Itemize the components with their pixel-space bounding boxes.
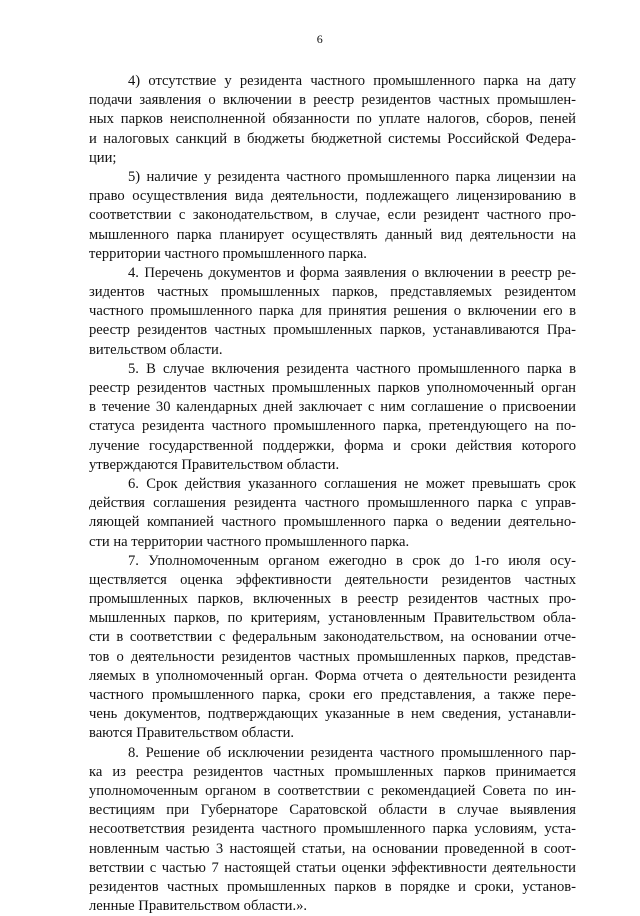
text-line: 7. Уполномоченным органом ежегодно в срок до 1-го июля осу- — [128, 552, 576, 569]
text-line: уполномоченным органом в соответствии с рекомендацией Совета по ин- — [89, 782, 576, 799]
text-line: реестр резидентов частных промышленных парков уполномоченный орган — [89, 380, 576, 396]
text-line: действия соглашения резидента частного промышленного парка с управ- — [89, 495, 576, 512]
text-line: 4. Перечень документов и форма заявления о включении в реестр ре- — [128, 264, 576, 281]
text-line: сти в соответствии с федеральным законодательством, на основании отче- — [89, 629, 576, 646]
text-line: ленные Правительством области.». — [89, 898, 308, 915]
text-line: 5. В случае включения резидента частного промышленного парка в — [128, 360, 576, 377]
text-line: ляющей компанией частного промышленного парка о ведении деятельно- — [89, 514, 576, 531]
text-line: статуса резидента частного промышленного парка, претендующего на по- — [89, 418, 576, 435]
text-line: чень документов, подтверждающих указанные в нем сведения, устанавли- — [89, 706, 576, 723]
text-line: ветствии с частью 7 настоящей статьи оценки эффективности деятельности — [89, 859, 576, 876]
text-line: 6. Срок действия указанного соглашения не может превышать срок — [128, 475, 576, 492]
text-line: 4) отсутствие у резидента частного промышленного парка на дату — [128, 73, 576, 89]
text-line: мышленных парков, по критериям, установленным Правительством обла- — [89, 610, 576, 627]
text-line: утверждаются Правительством области. — [89, 456, 340, 473]
text-line: право осуществления вида деятельности, подлежащего лицензированию в — [89, 188, 576, 205]
text-line: соответствии с законодательством, в случае, если резидент частного про- — [89, 207, 576, 224]
text-line: ка из реестра резидентов частных промышленных парков принимается — [89, 763, 576, 780]
text-line: новленным частью 3 настоящей статьи, на основании проведенной в соот- — [89, 840, 576, 857]
text-line: сти на территории частного промышленного парка. — [89, 533, 410, 550]
text-line: ции; — [89, 149, 117, 166]
text-line: и налоговых санкций в бюджеты бюджетной системы Российской Федера- — [89, 130, 576, 147]
text-line: мышленного парка планирует осуществлять данный вид деятельности на — [89, 226, 576, 243]
text-line: лучение государственной поддержки, форма и сроки действия которого — [89, 437, 576, 454]
text-line: несоответствия резидента частного промышленного парка условиям, уста- — [89, 821, 576, 838]
text-line: резидентов частных промышленных парков в порядке и сроки, установ- — [89, 878, 576, 895]
text-line: реестр резидентов частных промышленных парков, устанавливаются Пра- — [89, 322, 576, 339]
text-line: зидентов частных промышленных парков, представляемых резидентом — [89, 284, 576, 301]
text-line: частного промышленного парка, сроки его представления, а также пере- — [89, 687, 576, 703]
text-line: тов о деятельности резидентов частных промышленных парков, представ- — [89, 648, 576, 665]
text-line: ществляется оценка эффективности деятельности резидентов частных — [89, 571, 576, 588]
document-body — [89, 72, 576, 916]
text-line: вительством области. — [89, 341, 223, 358]
text-line: подачи заявления о включении в реестр резидентов частных промышлен- — [89, 92, 576, 109]
page-number: 6 — [316, 32, 324, 46]
text-line: ляемых в уполномоченный орган. Форма отчета о деятельности резидента — [89, 667, 576, 684]
text-line: ных парков неисполненной обязанности по уплате налогов, сборов, пеней — [89, 111, 576, 128]
text-line: территории частного промышленного парка. — [89, 245, 367, 262]
text-line: вестициям при Губернаторе Саратовской области в случае выявления — [89, 802, 576, 819]
text-line: 5) наличие у резидента частного промышленного парка лицензии на — [128, 168, 576, 185]
text-line: промышленных парков, включенных в реестр резидентов частных про- — [89, 591, 576, 608]
text-line: в течение 30 календарных дней заключает с ним соглашение о присвоении — [89, 399, 576, 416]
text-line: частного промышленного парка для принятия решения о включении его в — [89, 303, 576, 320]
text-line: 8. Решение об исключении резидента частного промышленного пар- — [128, 744, 576, 761]
text-line: ваются Правительством области. — [89, 725, 295, 742]
